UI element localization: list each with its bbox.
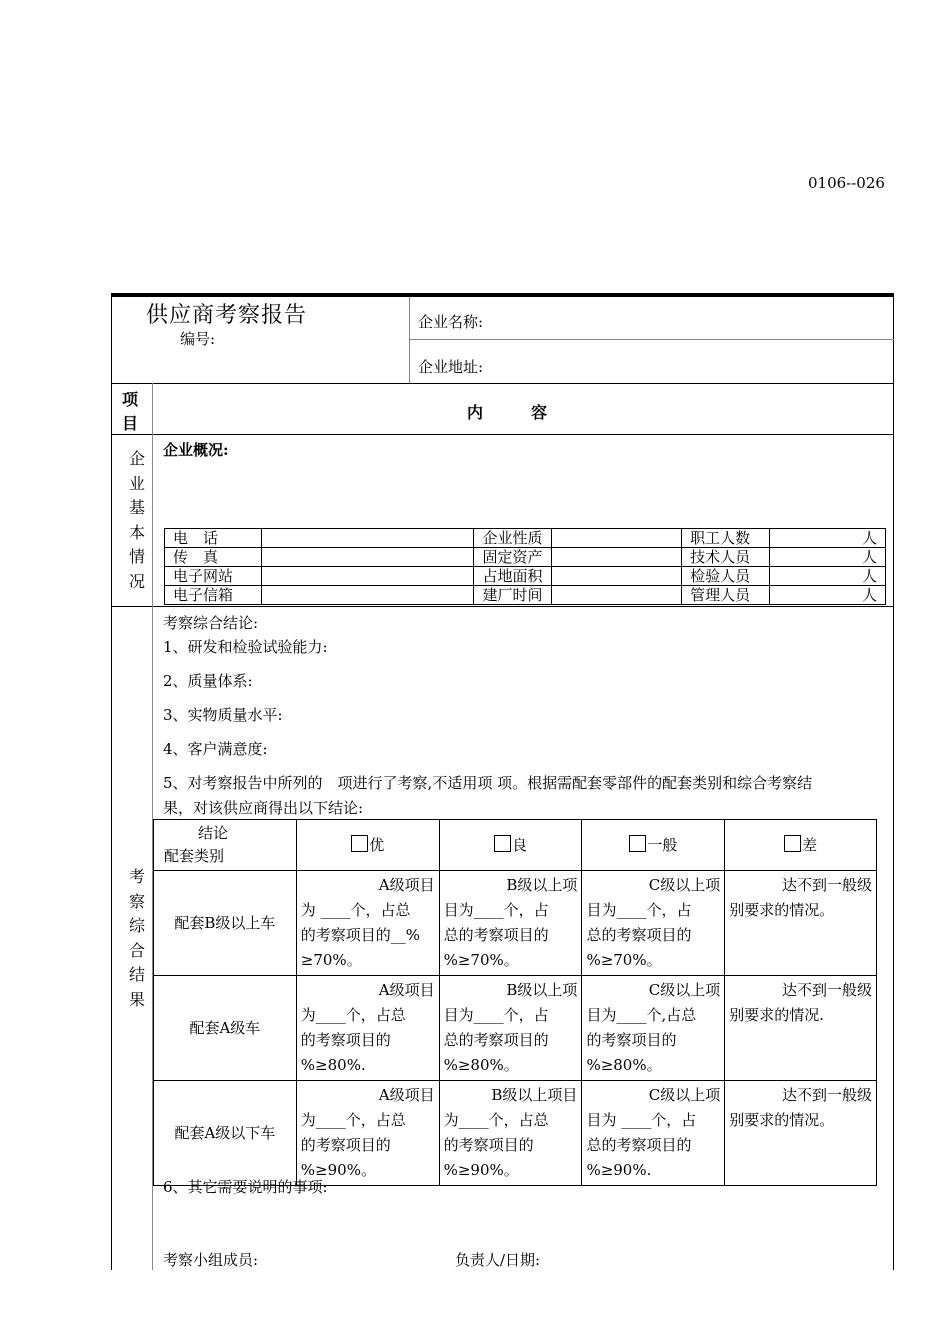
basic-info-side-label: 企 业 基 本 情 况 — [128, 449, 145, 591]
category-cell: 配套B级以上车 — [154, 871, 297, 976]
company-nature-value — [552, 529, 682, 548]
result-side-label: 考 察 综 合 结 果 — [128, 867, 145, 1009]
corner-category-label: 配套类别 — [164, 847, 225, 865]
founded-label: 建厂时间 — [474, 586, 552, 605]
fixed-assets-label: 固定资产 — [474, 548, 552, 567]
header-row-divider — [409, 339, 894, 340]
row-divider — [111, 606, 894, 607]
content-column-label: 内 容 — [467, 403, 548, 422]
table-row — [165, 548, 886, 567]
header-divider — [409, 297, 410, 383]
poor-checkbox[interactable] — [784, 835, 801, 852]
grade-table — [153, 819, 877, 1186]
excellent-criteria-cell: A级项目 为____个，占总 的考察项目的 %≥80%. — [296, 976, 439, 1081]
poor-criteria-cell: 达不到一般级 别要求的情况. — [725, 976, 877, 1081]
responsible-date-label: 负责人/日期: — [455, 1251, 541, 1269]
report-title: 供应商考察报告 — [146, 303, 308, 328]
table-row — [165, 586, 886, 605]
average-checkbox[interactable] — [629, 835, 646, 852]
excellent-criteria-cell: A级项目 为____个，占总 的考察项目的 %≥90%。 — [296, 1081, 439, 1186]
grade-excellent-header: 优 — [296, 820, 439, 871]
good-criteria-cell: B级以上项 目为____个，占 总的考察项目的 %≥80%。 — [439, 976, 582, 1081]
company-address-label: 企业地址: — [418, 358, 484, 376]
number-label: 编号: — [180, 330, 216, 348]
phone-label: 电 话 — [165, 529, 262, 548]
grade-corner-cell — [154, 820, 297, 871]
poor-criteria-cell: 达不到一般级 别要求的情况。 — [725, 871, 877, 976]
basic-info-table — [164, 528, 886, 605]
inspection-staff-label: 检验人员 — [682, 567, 770, 586]
floor-area-label: 占地面积 — [474, 567, 552, 586]
website-value — [261, 567, 474, 586]
overview-label: 企业概况: — [163, 441, 229, 459]
conclusion-item-5-line-1: 5、对考察报告中所列的 项进行了考察,不适用项 项。根据需配套零部件的配套类别和综合考察结 — [163, 774, 813, 792]
excellent-criteria-cell: A级项目 为 ____个，占总 的考察项目的__% ≥70%。 — [296, 871, 439, 976]
excellent-checkbox[interactable] — [351, 835, 368, 852]
poor-criteria-cell: 达不到一般级 别要求的情况。 — [725, 1081, 877, 1186]
item-column-label-2: 目 — [122, 414, 139, 433]
average-criteria-cell: C级以上项 目为____个，占 总的考察项目的 %≥70%。 — [582, 871, 725, 976]
conclusion-item-2: 2、质量体系: — [163, 672, 253, 690]
item-column-label-1: 项 — [122, 390, 139, 409]
good-criteria-cell: B级以上项 目为____个，占 总的考察项目的 %≥70%。 — [439, 871, 582, 976]
grade-good-header: 良 — [439, 820, 582, 871]
table-row — [165, 529, 886, 548]
website-label: 电子网站 — [165, 567, 262, 586]
company-name-label: 企业名称: — [418, 313, 484, 331]
conclusion-item-5-line-2: 果，对该供应商得出以下结论: — [163, 799, 364, 817]
team-members-label: 考察小组成员: — [163, 1251, 259, 1269]
conclusion-item-1: 1、研发和检验试验能力: — [163, 638, 328, 656]
category-cell: 配套A级车 — [154, 976, 297, 1081]
row-divider — [111, 383, 894, 384]
grade-poor-header: 差 — [725, 820, 877, 871]
average-criteria-cell: C级以上项 目为 ____个，占 总的考察项目的 %≥90%. — [582, 1081, 725, 1186]
employee-count-label: 职工人数 — [682, 529, 770, 548]
inspection-staff-unit: 人 — [770, 567, 886, 586]
technical-staff-unit: 人 — [770, 548, 886, 567]
conclusion-item-4: 4、客户满意度: — [163, 740, 268, 758]
founded-value — [552, 586, 682, 605]
average-criteria-cell: C级以上项 目为____个,占总 的考察项目的 %≥80%。 — [582, 976, 725, 1081]
conclusion-item-3: 3、实物质量水平: — [163, 706, 283, 724]
table-row — [154, 871, 877, 976]
row-divider — [111, 434, 894, 435]
email-label: 电子信箱 — [165, 586, 262, 605]
fax-value — [261, 548, 474, 567]
good-criteria-cell: B级以上项目 为____个，占总 的考察项目的 %≥90%。 — [439, 1081, 582, 1186]
employee-count-unit: 人 — [770, 529, 886, 548]
management-staff-label: 管理人员 — [682, 586, 770, 605]
email-value — [261, 586, 474, 605]
phone-value — [261, 529, 474, 548]
company-nature-label: 企业性质 — [474, 529, 552, 548]
conclusion-title: 考察综合结论: — [163, 614, 259, 632]
grade-header-row — [154, 820, 877, 871]
floor-area-value — [552, 567, 682, 586]
grade-average-header: 一般 — [582, 820, 725, 871]
conclusion-item-6: 6、其它需要说明的事项: — [163, 1178, 328, 1196]
technical-staff-label: 技术人员 — [682, 548, 770, 567]
corner-conclusion-label: 结论 — [198, 824, 229, 842]
fax-label: 传 真 — [165, 548, 262, 567]
document-code: 0106--026 — [808, 174, 885, 192]
management-staff-unit: 人 — [770, 586, 886, 605]
table-row — [154, 976, 877, 1081]
table-row — [154, 1081, 877, 1186]
category-cell: 配套A级以下车 — [154, 1081, 297, 1186]
fixed-assets-value — [552, 548, 682, 567]
good-checkbox[interactable] — [494, 835, 511, 852]
table-row — [165, 567, 886, 586]
